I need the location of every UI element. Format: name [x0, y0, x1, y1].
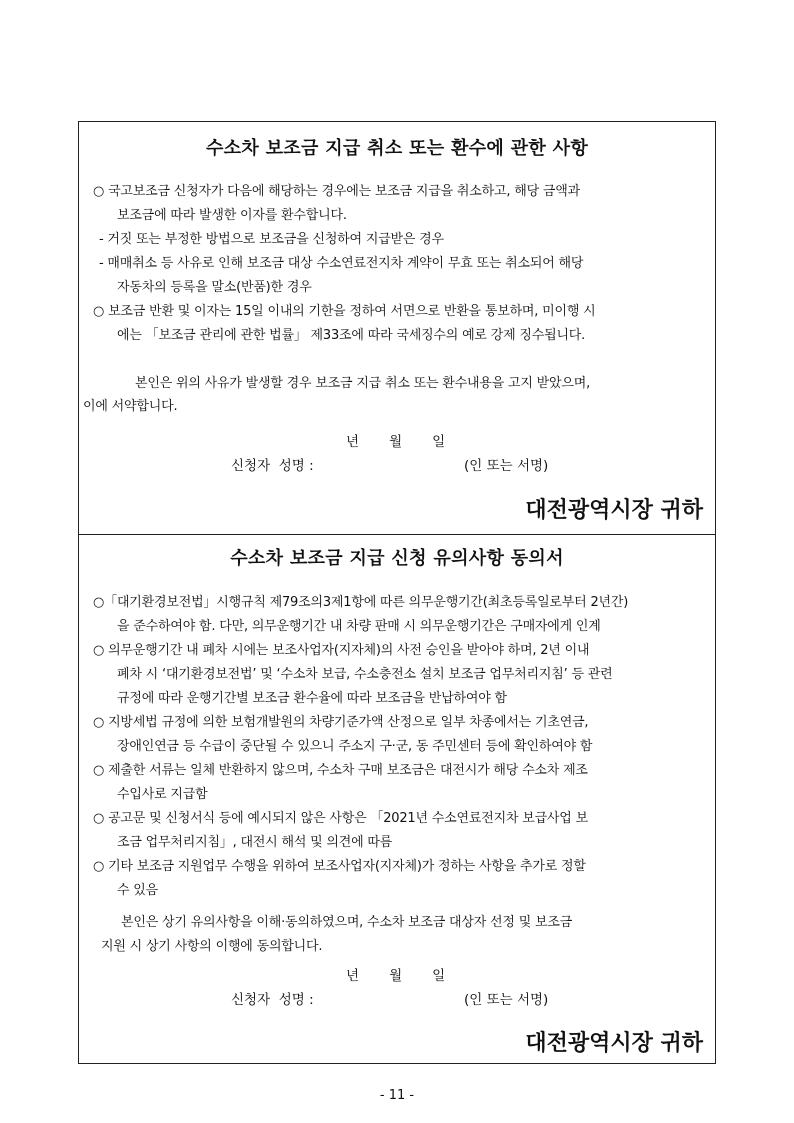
- consent-item-5: ○ 공고문 및 신청서식 등에 예시되지 않은 사항은 「2021년 수소연료전지차 보급사업 보: [93, 811, 588, 826]
- consent-item-3-cont: 장애인연금 등 수급이 중단될 수 있으니 주소지 구·군, 동 주민센터 등에 확인하여야 함: [117, 739, 593, 754]
- addressee: 대전광역시장 귀하: [525, 498, 703, 523]
- notice-subitem-2: - 매매취소 등 사유로 인해 보조금 대상 수소연료전지차 계약이 무효 또는 취소되어 해당: [99, 256, 584, 271]
- consent-item-6-cont: 수 있음: [117, 883, 159, 898]
- notice-item-1-cont: 보조금에 따라 발생한 이자를 환수합니다.: [117, 208, 347, 223]
- date-field: 년 월 일: [346, 434, 446, 450]
- refund-notice-section: [78, 121, 716, 535]
- applicant-name-label: 신청자 성명 :: [231, 458, 314, 474]
- consent-item-4: ○ 제출한 서류는 일체 반환하지 않으며, 수소차 구매 보조금은 대전시가 해당 수소차 제조: [93, 763, 588, 778]
- notice-subitem-2-cont: 자동차의 등록을 말소(반품)한 경우: [117, 280, 312, 295]
- notice-item-2-cont: 에는 「보조금 관리에 관한 법률」 제33조에 따라 국세징수의 예로 강제 징수됩니다.: [117, 328, 586, 343]
- consent-item-5-cont: 조금 업무처리지침」, 대전시 해석 및 의견에 따름: [117, 835, 393, 850]
- consent-item-2-cont: 폐차 시 ‘대기환경보전법’ 및 ‘수소차 보급, 수소충전소 설치 보조금 업무처리지침’ 등 관련: [117, 667, 613, 682]
- date-field: 년 월 일: [346, 968, 446, 984]
- consent-item-1-cont: 을 준수하여야 함. 다만, 의무운행기간 내 차량 판매 시 의무운행기간은 구매자에게 인계: [117, 619, 601, 634]
- consent-title: 수소차 보조금 지급 신청 유의사항 동의서: [230, 548, 564, 569]
- consent-item-4-cont: 수입사로 지급함: [117, 787, 208, 802]
- consent-item-2: ○ 의무운행기간 내 폐차 시에는 보조사업자(지자체)의 사전 승인을 받아야 하며, 2년 이내: [93, 643, 590, 658]
- notice-item-2: ○ 보조금 반환 및 이자는 15일 이내의 기한을 정하여 서면으로 반환을 통보하며, 미이행 시: [93, 304, 596, 319]
- consent-section: [78, 535, 716, 1064]
- consent-item-3: ○ 지방세법 규정에 의한 보험개발원의 차량기준가액 산정으로 일부 차종에서는 기초연금,: [93, 715, 589, 730]
- consent-statement-cont: 지원 시 상기 사항의 이행에 동의합니다.: [101, 939, 323, 954]
- notice-subitem-1: - 거짓 또는 부정한 방법으로 보조금을 신청하여 지급받은 경우: [99, 232, 444, 247]
- refund-notice-title: 수소차 보조금 지급 취소 또는 환수에 관한 사항: [205, 138, 589, 159]
- consent-item-6: ○ 기타 보조금 지원업무 수행을 위하여 보조사업자(지자체)가 정하는 사항을 추가로 정할: [93, 859, 586, 874]
- page-number: - 11 -: [379, 1088, 415, 1103]
- consent-item-1: ○「대기환경보전법」시행규칙 제79조의3제1항에 따른 의무운행기간(최초등록일로부터 2년간): [93, 595, 629, 610]
- consent-item-2-cont2: 규정에 따라 운행기간별 보조금 환수율에 따라 보조금을 반납하여야 함: [117, 691, 507, 706]
- pledge-statement: 본인은 위의 사유가 발생할 경우 보조금 지급 취소 또는 환수내용을 고지 받았으며,: [135, 376, 591, 391]
- applicant-name-label: 신청자 성명 :: [231, 992, 314, 1008]
- seal-signature-label: (인 또는 서명): [464, 458, 549, 474]
- addressee: 대전광역시장 귀하: [525, 1031, 703, 1056]
- notice-item-1: ○ 국고보조금 신청자가 다음에 해당하는 경우에는 보조금 지급을 취소하고, 해당 금액과: [93, 184, 580, 199]
- pledge-statement-cont: 이에 서약합니다.: [83, 399, 178, 414]
- consent-statement: 본인은 상기 유의사항을 이해·동의하였으며, 수소차 보조금 대상자 선정 및 보조금: [121, 915, 573, 930]
- seal-signature-label: (인 또는 서명): [464, 992, 549, 1008]
